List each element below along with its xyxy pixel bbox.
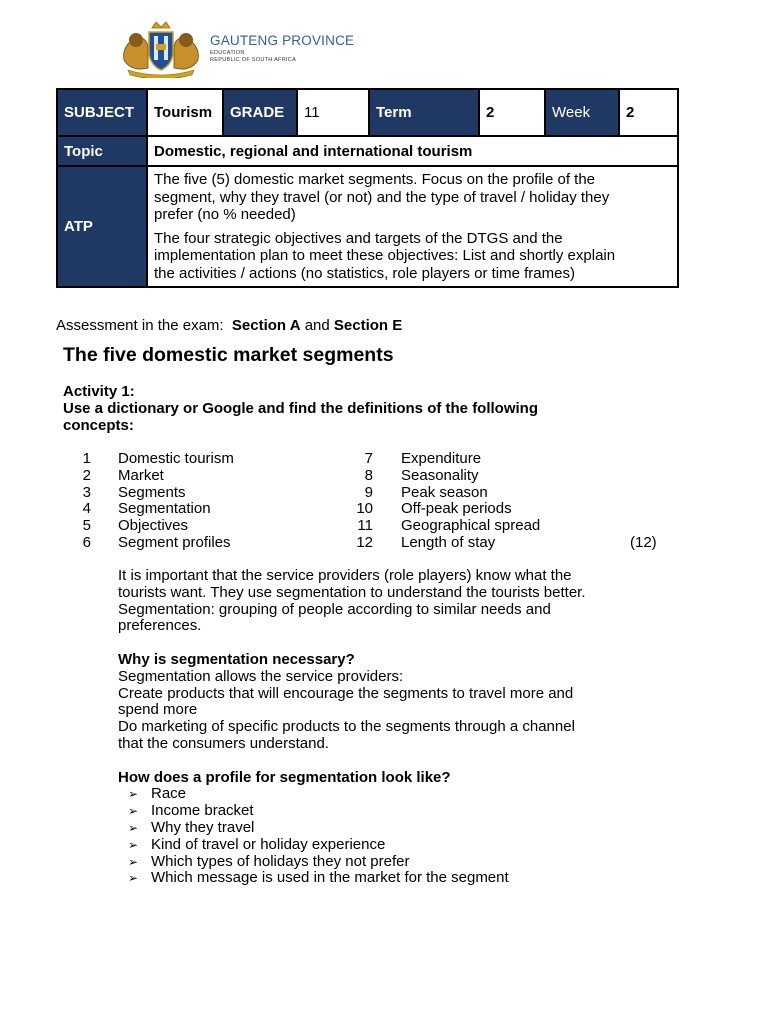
gauteng-logo xyxy=(118,20,354,78)
list-item: 4 Segmentation 10 Off-peak periods xyxy=(82,500,512,518)
arrow-bullet-icon: ➢ xyxy=(128,837,139,852)
list-item: ➢ Which types of holidays they not prefer xyxy=(128,852,410,870)
list-item: 5 Objectives 11 Geographical spread xyxy=(82,517,541,535)
week-label: Week xyxy=(545,89,619,136)
arrow-bullet-icon: ➢ xyxy=(128,787,139,802)
list-item: ➢ Race xyxy=(128,785,187,803)
atp-paragraph-1: The five (5) domestic market segments. Focus on the profile of the segment, why they travel (or not) and the type of travel / holiday they prefer (no % needed) xyxy=(154,171,610,223)
arrow-bullet-icon: ➢ xyxy=(128,820,139,835)
assessment-line xyxy=(56,317,402,334)
section-a: Section A xyxy=(231,317,301,334)
logo-country: REPUBLIC OF SOUTH AFRICA xyxy=(210,57,297,64)
page-heading: The five domestic market segments xyxy=(63,344,394,366)
question-heading: How does a profile for segmentation look like? xyxy=(118,768,451,786)
logo-department: EDUCATION xyxy=(210,49,245,56)
assessment-conj: and xyxy=(304,317,330,334)
list-item: 2 Market 8 Seasonality xyxy=(82,466,479,484)
grade-label: GRADE xyxy=(223,89,297,136)
term-label: Term xyxy=(369,89,479,136)
paragraph-line: Segmentation allows the service providers: xyxy=(118,667,404,685)
list-item: 3 Segments 9 Peak season xyxy=(82,483,488,501)
week-value: 2 xyxy=(619,89,678,136)
activity-block xyxy=(63,383,583,434)
atp-paragraph-2: The four strategic objectives and targets of the DTGS and the implementation plan to meet these objectives: List and shortly explain the activities / actions (no statistics, role players or time frames) xyxy=(154,229,616,282)
topic-value: Domestic, regional and international tourism xyxy=(147,136,678,166)
body-text xyxy=(118,568,628,887)
subject-label: SUBJECT xyxy=(57,89,147,136)
activity-title: Activity 1: xyxy=(63,383,135,400)
atp-label: ATP xyxy=(57,166,147,287)
marks: (12) xyxy=(630,533,657,551)
profile-list xyxy=(118,786,628,887)
paragraph-line: Create products that will encourage the segments to travel more and xyxy=(118,684,574,702)
paragraph-line: that the consumers understand. xyxy=(118,734,329,752)
subject-value: Tourism xyxy=(147,89,223,136)
list-item: ➢ Kind of travel or holiday experience xyxy=(128,835,386,853)
list-item: 6 Segment profiles 12 Length of stay (12) xyxy=(82,533,657,551)
arrow-bullet-icon: ➢ xyxy=(128,804,139,819)
info-table xyxy=(56,88,679,288)
section-e: Section E xyxy=(333,317,403,334)
atp-content xyxy=(147,166,678,287)
list-item: ➢ Why they travel xyxy=(128,818,255,836)
paragraph-line: Do marketing of specific products to the segments through a channel xyxy=(118,718,575,736)
paragraph-line: Segmentation: grouping of people according to similar needs and xyxy=(118,600,551,618)
topic-label: Topic xyxy=(57,136,147,166)
assessment-prefix: Assessment in the exam: xyxy=(56,317,224,334)
paragraph-line: preferences. xyxy=(118,617,202,635)
activity-instruction: Use a dictionary or Google and find the definitions of the following concepts: xyxy=(63,400,539,434)
paragraph-line: It is important that the service providers (role players) know what the xyxy=(118,567,572,584)
list-item: 1 Domestic tourism 7 Expenditure xyxy=(82,450,482,467)
concepts-list xyxy=(63,451,683,552)
term-value: 2 xyxy=(479,89,545,136)
arrow-bullet-icon: ➢ xyxy=(128,871,139,886)
question-heading: Why is segmentation necessary? xyxy=(118,650,355,668)
list-item: ➢ Which message is used in the market for the segment xyxy=(128,869,509,887)
paragraph-line: tourists want. They use segmentation to understand the tourists better. xyxy=(118,583,586,601)
coat-of-arms-icon xyxy=(118,20,204,78)
paragraph-line: spend more xyxy=(118,701,198,719)
list-item: ➢ Income bracket xyxy=(128,802,254,820)
arrow-bullet-icon: ➢ xyxy=(128,854,139,869)
logo-name: GAUTENG PROVINCE xyxy=(210,33,355,49)
grade-value: 11 xyxy=(297,89,369,136)
